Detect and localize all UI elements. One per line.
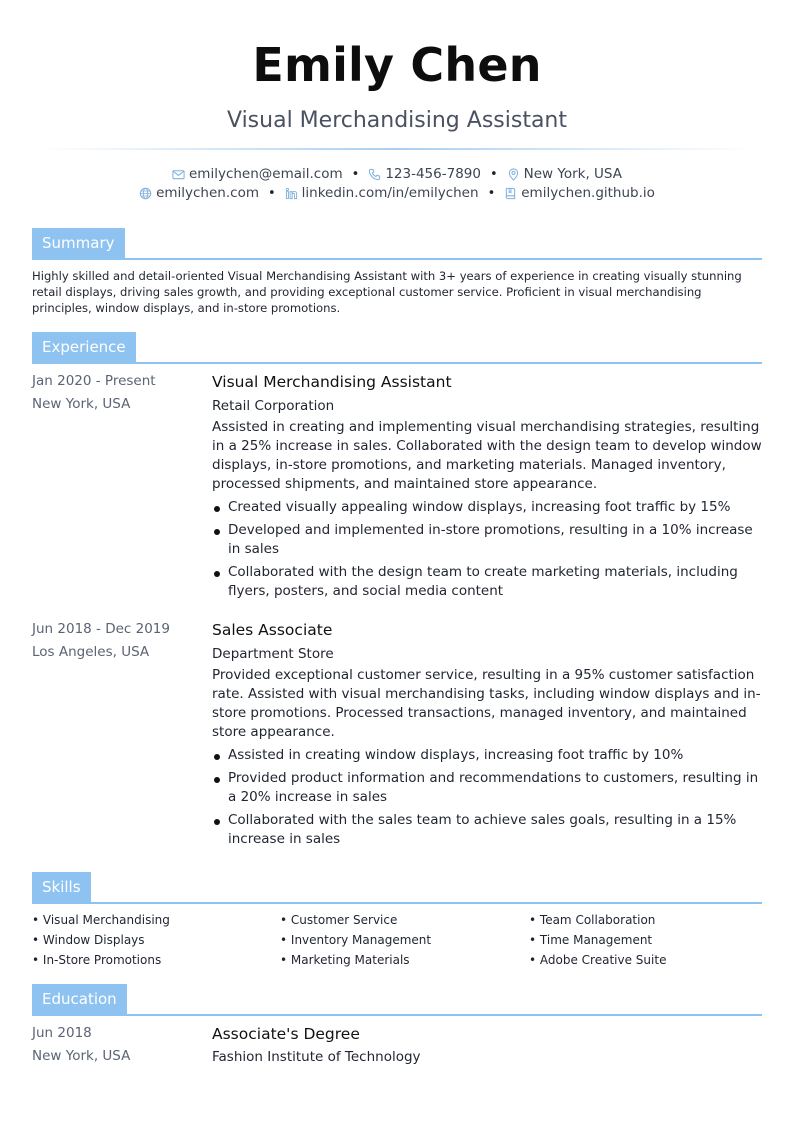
contact-github-text: emilychen.github.io — [521, 185, 655, 201]
contact-email[interactable] — [172, 166, 343, 182]
globe-icon — [139, 187, 152, 200]
contact-separator: • — [487, 185, 496, 201]
contact-location-text: New York, USA — [523, 166, 622, 182]
section-rule — [32, 1014, 762, 1016]
section-education-title: Education — [32, 984, 127, 1014]
experience-description: Provided exceptional customer service, resulting in a 95% customer satisfaction rate. Assisted with visual merchandising tasks, including window displays and in-store promotions. Processed transactions, managed inventory, and maintained store appearance. — [212, 667, 761, 740]
experience-company: Department Store — [212, 646, 334, 662]
contact-phone[interactable] — [368, 166, 481, 182]
education-location: New York, USA — [32, 1048, 131, 1064]
contact-linkedin-text: linkedin.com/in/emilychen — [301, 185, 479, 201]
section-rule — [32, 258, 762, 260]
section-experience-title: Experience — [32, 332, 136, 362]
section-summary-title: Summary — [32, 228, 125, 258]
linkedin-icon — [285, 187, 298, 200]
highlight-item: Assisted in creating window displays, increasing foot traffic by 10% — [212, 746, 762, 765]
experience-company: Retail Corporation — [212, 398, 335, 414]
highlight-item: Collaborated with the design team to create marketing materials, including flyers, posters, and social media content — [212, 563, 762, 601]
experience-body — [212, 618, 762, 853]
contact-line-secondary — [0, 185, 794, 201]
contact-separator: • — [489, 166, 498, 182]
skill-item: • Marketing Materials — [280, 950, 410, 970]
contact-website[interactable] — [139, 185, 259, 201]
skill-item: • Window Displays — [32, 930, 145, 950]
section-education-header — [32, 984, 762, 1016]
education-body — [212, 1022, 762, 1069]
experience-location: New York, USA — [32, 396, 131, 412]
contact-separator: • — [351, 166, 360, 182]
contact-location — [507, 166, 622, 182]
mail-icon — [172, 168, 185, 181]
candidate-headline: Visual Merchandising Assistant — [227, 108, 567, 133]
education-meta — [32, 1022, 202, 1068]
experience-highlights — [212, 498, 762, 601]
header-divider — [40, 148, 754, 150]
experience-title: Visual Merchandising Assistant — [212, 373, 452, 391]
skill-item: • Adobe Creative Suite — [529, 950, 666, 970]
section-skills-title: Skills — [32, 872, 91, 902]
highlight-item: Provided product information and recommendations to customers, resulting in a 20% increase in sales — [212, 769, 762, 807]
experience-meta — [32, 618, 202, 664]
experience-highlights — [212, 746, 762, 849]
contact-github[interactable] — [504, 185, 655, 201]
section-experience-header — [32, 332, 762, 364]
contact-email-text: emilychen@email.com — [189, 166, 343, 182]
summary-text: Highly skilled and detail-oriented Visual Merchandising Assistant with 3+ years of experience in creating visually stunning retail displays, driving sales growth, and providing exceptional customer service. Proficient in visual merchandising principles, window displays, and in-store promotions. — [32, 269, 742, 315]
contact-phone-text: 123-456-7890 — [385, 166, 481, 182]
contact-line-primary — [0, 166, 794, 182]
skill-item: • Team Collaboration — [529, 910, 655, 930]
education-degree: Associate's Degree — [212, 1025, 360, 1043]
education-date: Jun 2018 — [32, 1025, 92, 1041]
skill-item: • In-Store Promotions — [32, 950, 161, 970]
contact-website-text: emilychen.com — [156, 185, 259, 201]
experience-description: Assisted in creating and implementing visual merchandising strategies, resulting in a 25% increase in sales. Collaborated with the design team to develop window displays, in-store promotions, and marketing materials. Managed inventory, processed shipments, and maintained store appearance. — [212, 419, 762, 492]
skill-item: • Visual Merchandising — [32, 910, 170, 930]
github-icon — [504, 187, 517, 200]
skill-item: • Inventory Management — [280, 930, 431, 950]
section-rule — [32, 902, 762, 904]
section-skills-header — [32, 872, 762, 904]
section-rule — [32, 362, 762, 364]
experience-body — [212, 370, 762, 605]
candidate-name: Emily Chen — [252, 38, 542, 92]
skill-item: • Time Management — [529, 930, 652, 950]
contact-linkedin[interactable] — [285, 185, 479, 201]
location-pin-icon — [507, 168, 520, 181]
highlight-item: Collaborated with the sales team to achieve sales goals, resulting in a 15% increase in sales — [212, 811, 762, 849]
contact-separator: • — [267, 185, 276, 201]
experience-dates: Jun 2018 - Dec 2019 — [32, 621, 170, 637]
skill-item: • Customer Service — [280, 910, 397, 930]
experience-title: Sales Associate — [212, 621, 333, 639]
section-summary-header — [32, 228, 762, 260]
highlight-item: Developed and implemented in-store promotions, resulting in a 10% increase in sales — [212, 521, 762, 559]
education-school: Fashion Institute of Technology — [212, 1049, 421, 1065]
experience-dates: Jan 2020 - Present — [32, 373, 156, 389]
highlight-item: Created visually appealing window displays, increasing foot traffic by 15% — [212, 498, 762, 517]
experience-location: Los Angeles, USA — [32, 644, 150, 660]
experience-meta — [32, 370, 202, 416]
phone-icon — [368, 168, 381, 181]
